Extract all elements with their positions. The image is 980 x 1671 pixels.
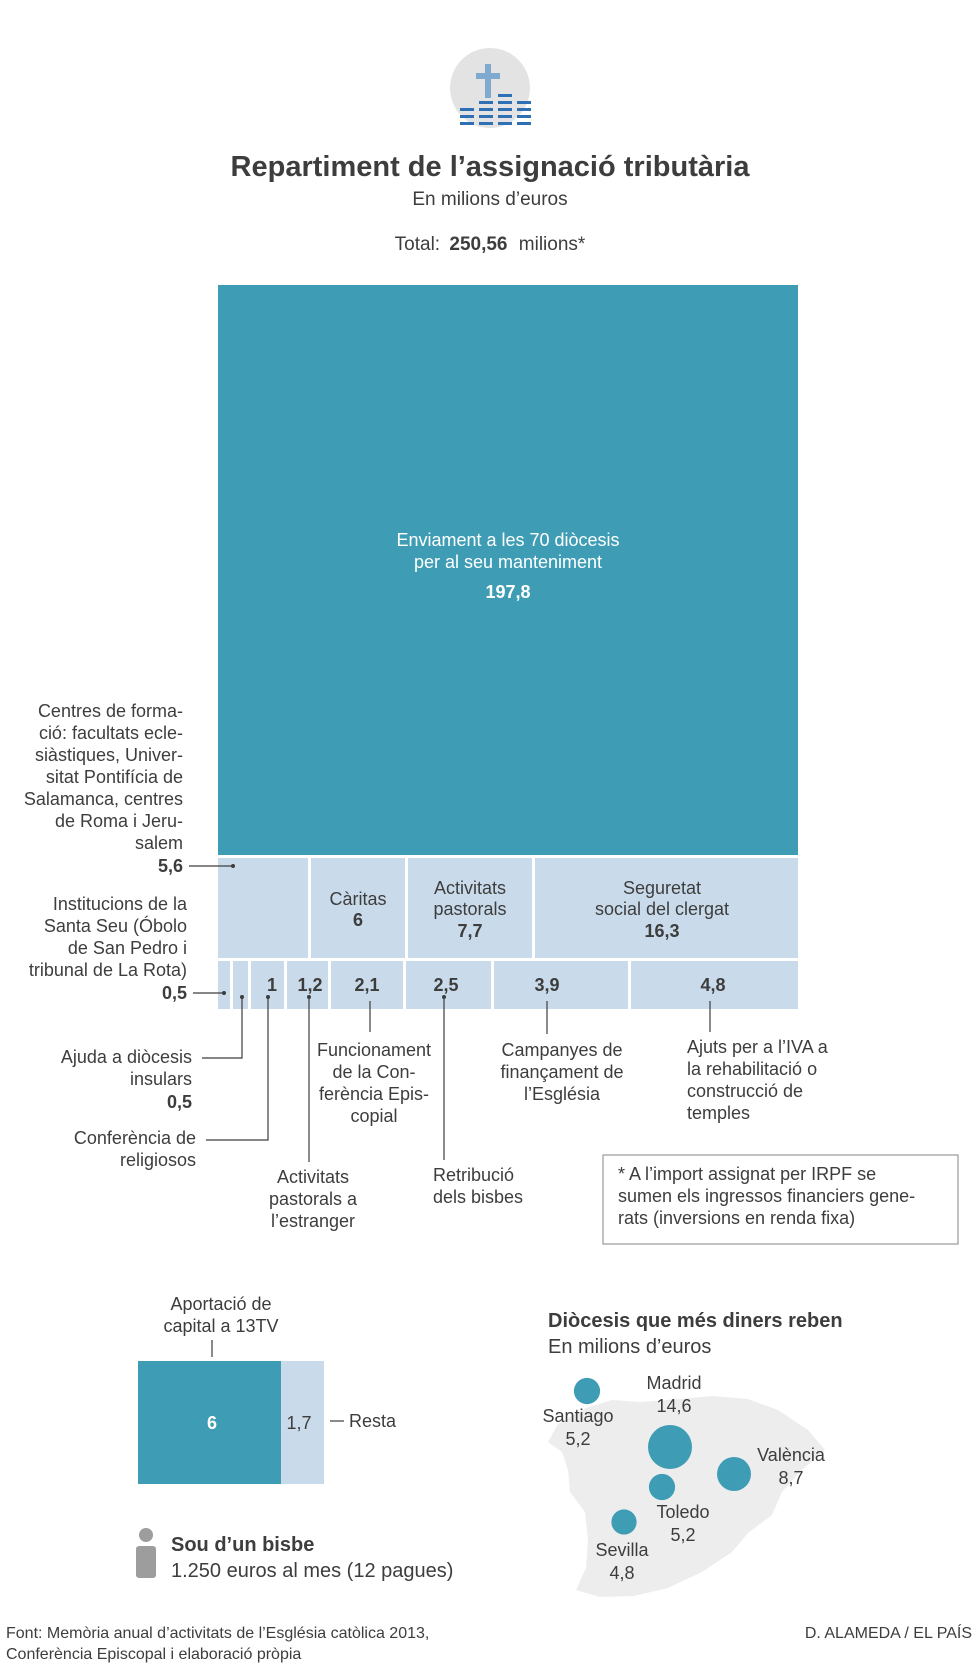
dioceses-map [542,1310,842,1597]
campanyes-line-1: Campanyes de [501,1040,623,1060]
note-line-3: rats (inversions en renda fixa) [618,1208,856,1228]
source-line-1: Font: Memòria anual d’activitats de l’Església catòlica 2013, [6,1625,430,1642]
callout-centres [24,701,235,876]
treemap-cell-centres [218,858,308,958]
chart-title: Repartiment de l’assignació tributària [230,151,750,183]
city-madrid-value: 14,6 [656,1396,692,1416]
total-suffix: milions* [518,234,586,255]
bisbes-line-2: dels bisbes [433,1187,524,1207]
seguretat-label-2: social del clergat [594,899,730,919]
value-bisbes: 2,5 [433,975,459,995]
total-value: 250,56 [449,234,508,255]
bubble-sevilla [611,1509,636,1534]
estranger-line-2: pastorals a [268,1189,358,1209]
source-line-2: Conferència Episcopal i elaboració pròpia [6,1646,302,1663]
person-icon [136,1528,156,1578]
city-toledo-value: 5,2 [670,1525,696,1545]
conferencia-line-1: Funcionament [316,1040,432,1060]
santa-seu-line-1: Institucions de la [52,894,187,914]
treemap [218,285,798,1009]
caritas-label: Càritas [329,889,387,909]
big-value: 197,8 [485,582,531,602]
callout-campanyes [500,1001,623,1104]
caritas-value: 6 [352,910,364,930]
estranger-line-1: Activitats [276,1167,350,1187]
estranger-line-3: l’estranger [270,1211,356,1231]
value-campanyes: 3,9 [534,975,560,995]
iva-line-1: Ajuts per a l’IVA a [687,1037,828,1057]
tv13-chart [138,1294,397,1484]
santa-seu-line-3: de San Pedro i [67,938,187,958]
total-prefix: Total: [394,234,441,255]
note-line-1: * A l’import assignat per IRPF se [618,1164,877,1184]
city-sevilla-name: Sevilla [595,1540,649,1560]
iva-line-4: temples [687,1103,751,1123]
footnote-box [603,1155,958,1244]
religiosos-line-1: Conferència de [73,1128,196,1148]
activitats-value: 7,7 [457,921,483,941]
bishop-title: Sou d’un bisbe [171,1534,315,1556]
tv13-rest-label: Resta [349,1411,397,1431]
tv13-title-1: Aportació de [170,1294,272,1314]
city-valencia-name: València [757,1445,825,1465]
santa-seu-line-2: Santa Seu (Óbolo [43,916,187,936]
seguretat-label-1: Seguretat [622,878,702,898]
value-iva: 4,8 [700,975,726,995]
callout-conferencia [317,1001,431,1126]
bubble-madrid [648,1425,692,1469]
campanyes-line-2: finançament de [500,1062,624,1082]
iva-line-3: construcció de [687,1081,804,1101]
value-estranger: 1,2 [297,975,323,995]
bubble-valencia [717,1457,751,1491]
santa-seu-line-4: tribunal de La Rota) [28,960,187,980]
bisbes-line-1: Retribució [433,1165,515,1185]
big-label-line1: Enviament a les 70 diòcesis [396,530,620,550]
city-santiago-value: 5,2 [565,1429,591,1449]
insulars-line-1: Ajuda a diòcesis [60,1047,192,1067]
church-money-icon [450,48,531,128]
bubble-santiago [574,1378,600,1404]
tv13-value: 6 [206,1413,218,1433]
centres-line-6: de Roma i Jeru- [54,811,183,831]
treemap-cell-insulars [233,961,248,1009]
city-valencia-value: 8,7 [778,1468,804,1488]
bishop-text: 1.250 euros al mes (12 pagues) [171,1560,454,1582]
value-conferencia: 2,1 [354,975,380,995]
total-line [395,234,586,255]
insulars-line-2: insulars [129,1069,192,1089]
callout-iva [687,1001,829,1123]
insulars-value: 0,5 [166,1092,192,1112]
centres-line-4: sitat Pontifícia de [45,767,183,787]
santa-seu-value: 0,5 [161,983,187,1003]
callout-santa-seu [29,894,226,1003]
note-line-2: sumen els ingressos financiers gene- [618,1186,916,1206]
conferencia-line-4: copial [350,1106,398,1126]
chart-subtitle: En milions d’euros [412,189,568,210]
spain-map-shape [548,1396,825,1597]
centres-line-3: siàstiques, Univer- [34,745,183,765]
callout-insulars [61,995,244,1112]
treemap-cell-campanyes [494,961,628,1009]
activitats-label-1: Activitats [433,878,507,898]
conferencia-line-3: ferència Epis- [318,1084,430,1104]
centres-line-5: Salamanca, centres [23,789,183,809]
dioceses-subtitle: En milions d’euros [548,1336,712,1358]
centres-line-1: Centres de forma- [37,701,183,721]
tv13-rest-value: 1,7 [286,1413,312,1433]
city-sevilla-value: 4,8 [609,1563,635,1583]
dioceses-title: Diòcesis que més diners reben [548,1310,843,1332]
credit: D. ALAMEDA / EL PAÍS [804,1625,972,1642]
bubble-toledo [649,1474,675,1500]
seguretat-value: 16,3 [644,921,680,941]
centres-line-2: ció: facultats ecle- [38,723,183,743]
callout-estranger [269,995,358,1231]
conferencia-line-2: de la Con- [332,1062,416,1082]
activitats-label-2: pastorals [433,899,507,919]
religiosos-line-2: religiosos [119,1150,196,1170]
iva-line-2: la rehabilitació o [687,1059,818,1079]
tv13-title-2: capital a 13TV [163,1316,279,1336]
city-toledo-name: Toledo [656,1502,710,1522]
treemap-cell-santa-seu [218,961,230,1009]
city-madrid-name: Madrid [646,1373,702,1393]
campanyes-line-3: l’Església [523,1084,601,1104]
value-religiosos: 1 [266,975,278,995]
callout-bisbes [433,995,523,1207]
city-santiago-name: Santiago [542,1406,614,1426]
centres-value: 5,6 [157,856,183,876]
centres-line-7: salem [134,833,183,853]
big-label-line2: per al seu manteniment [413,552,603,572]
bishop-salary [136,1528,453,1582]
